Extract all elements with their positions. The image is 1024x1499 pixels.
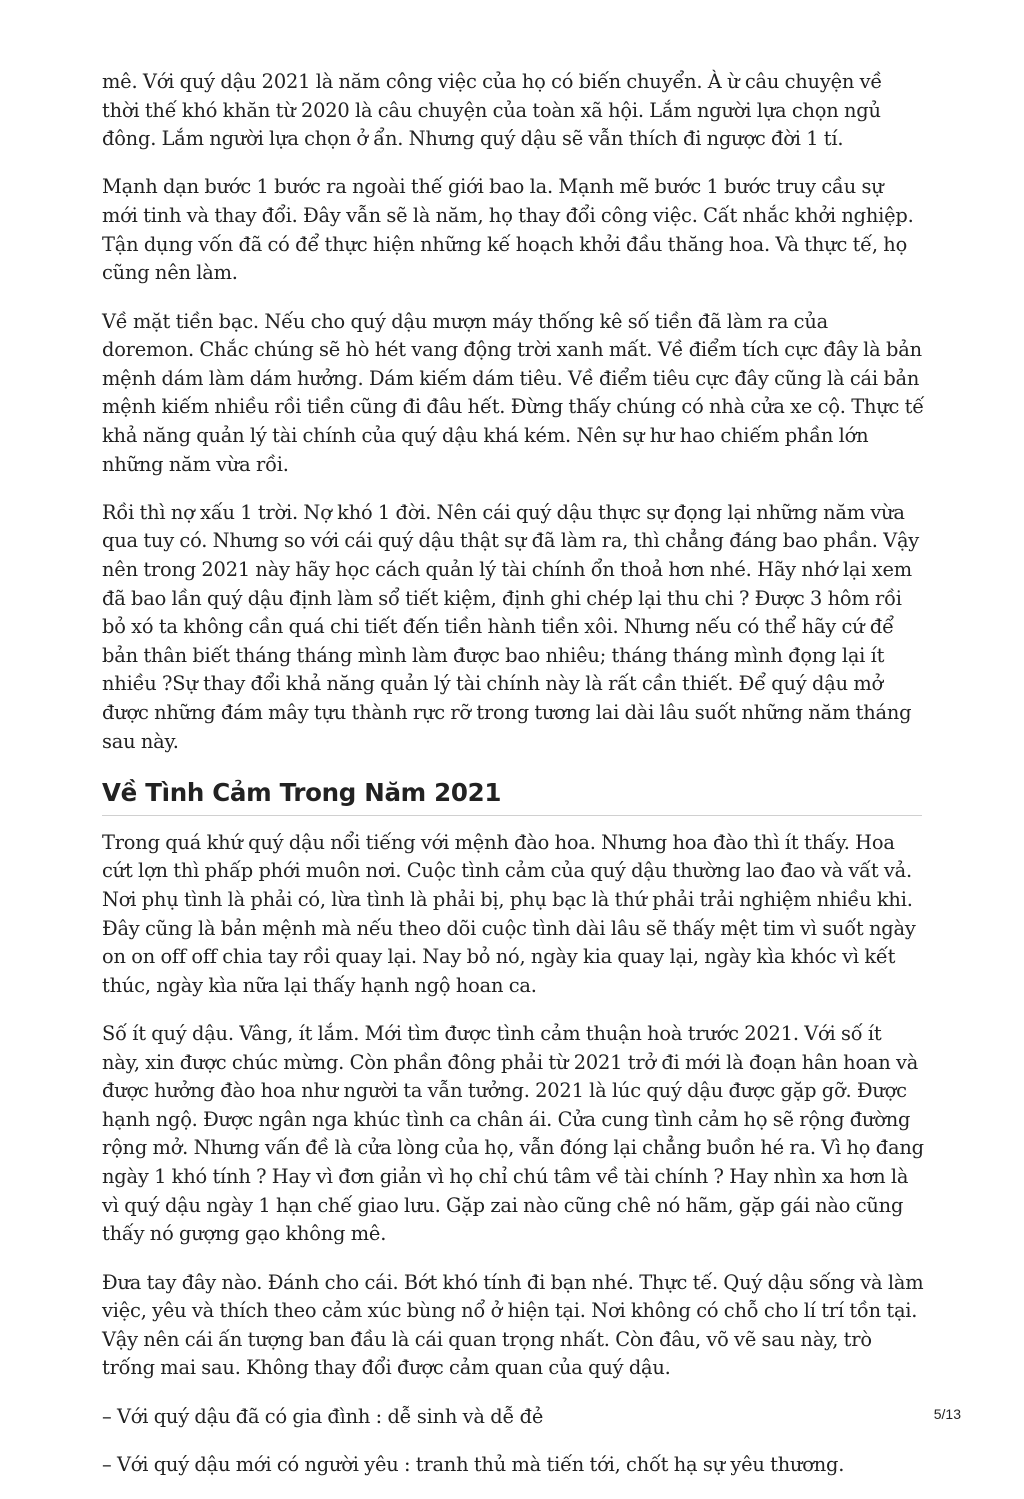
paragraph-money: Về mặt tiền bạc. Nếu cho quý dậu mượn máy thống kê số tiền đã làm ra của doremon. Chắc chúng sẽ hò hét vang động trời xanh mất. Về điểm tích cực đây là bản mệnh dám làm dám hưởng. Dám kiếm dám tiêu. Về điểm tiêu cực đây cũng là cái bản mệnh kiếm nhiều rồi tiền cũng đi đâu hết. Đừng thấy chúng có nhà cửa xe cộ. Thực tế khả năng quản lý tài chính của quý dậu khá kém. Nên sự hư hao chiếm phần lớn những năm vừa rồi. — [102, 309, 924, 476]
paragraph-career-change: Mạnh dạn bước 1 bước ra ngoài thế giới bao la. Mạnh mẽ bước 1 bước truy cầu sự mới tinh và thay đổi. Đây vẫn sẽ là năm, họ thay đổi công việc. Cất nhắc khởi nghiệp. Tận dụng vốn đã có để thực hiện những kế hoạch khởi đầu thăng hoa. Và thực tế, họ cũng nên làm. — [102, 175, 914, 285]
paragraph-career-intro: mê. Với quý dậu 2021 là năm công việc của họ có biến chuyển. À ừ câu chuyện về thời thế khó khăn từ 2020 là câu chuyện của toàn xã hội. Lắm người lựa chọn ngủ đông. Lắm người lựa chọn ở ẩn. Nhưng quý dậu sẽ vẫn thích đi ngược đời 1 tí. — [102, 70, 883, 151]
heading-divider — [102, 815, 922, 816]
list-item-married: – Với quý dậu đã có gia đình : dễ sinh và dễ đẻ — [102, 1404, 544, 1428]
paragraph-love-past: Trong quá khứ quý dậu nổi tiếng với mệnh đào hoa. Nhưng hoa đào thì ít thấy. Hoa cứt lợn thì phấp phới muôn nơi. Cuộc tình cảm của quý dậu thường lao đao và vất vả. Nơi phụ tình là phải có, lừa tình là phải bị, phụ bạc là thứ phải trải nghiệm nhiều khi. Đây cũng là bản mệnh mà nếu theo dõi cuộc tình dài lâu sẽ thấy mệt tim vì suốt ngày on on off off chia tay rồi quay lại. Nay bỏ nó, ngày kia quay lại, ngày kìa khóc vì kết thúc, ngày kìa nữa lại thấy hạnh ngộ hoan ca. — [102, 830, 916, 997]
document-body — [102, 68, 924, 1499]
paragraph-finance-management: Rồi thì nợ xấu 1 trời. Nợ khó 1 đời. Nên cái quý dậu thực sự đọng lại những năm vừa qua tuy có. Nhưng so với cái quý dậu thật sự đã làm ra, thì chẳng đáng bao phần. Vậy nên trong 2021 này hãy học cách quản lý tài chính ổn thoả hơn nhé. Hãy nhớ lại xem đã bao lần quý dậu định làm sổ tiết kiệm, định ghi chép lại thu chi ? Được 3 hôm rồi bỏ xó ta không cần quá chi tiết đến tiền hành tiền xôi. Nhưng nếu có thể hãy cứ để bản thân biết tháng tháng mình làm được bao nhiêu; tháng tháng mình đọng lại ít nhiều ?Sự thay đổi khả năng quản lý tài chính này là rất cần thiết. Để quý dậu mở được những đám mây tựu thành rực rỡ trong tương lai dài lâu suốt những năm tháng sau này. — [102, 500, 920, 753]
section-heading-love: Về Tình Cảm Trong Năm 2021 — [102, 777, 502, 807]
paragraph-love-2021: Số ít quý dậu. Vâng, ít lắm. Mới tìm được tình cảm thuận hoà trước 2021. Với số ít này, xin được chúc mừng. Còn phần đông phải từ 2021 trở đi mới là đoạn hân hoan và được hưởng đào hoa như người ta vẫn tưởng. 2021 là lúc quý dậu được gặp gỡ. Được hạnh ngộ. Được ngân nga khúc tình ca chân ái. Cửa cung tình cảm họ sẽ rộng đường rộng mở. Nhưng vấn đề là cửa lòng của họ, vẫn đóng lại chẳng buồn hé ra. Vì họ đang ngày 1 khó tính ? Hay vì đơn giản vì họ chỉ chú tâm về tài chính ? Hay nhìn xa hơn là vì quý dậu ngày 1 hạn chế giao lưu. Gặp zai nào cũng chê nó hãm, gặp gái nào cũng thấy nó gượng gạo không mê. — [102, 1022, 924, 1246]
page-number: 5/13 — [933, 1406, 961, 1422]
list-item-dating: – Với quý dậu mới có người yêu : tranh thủ mà tiến tới, chốt hạ sự yêu thương. — [102, 1452, 845, 1476]
paragraph-love-advice: Đưa tay đây nào. Đánh cho cái. Bớt khó tính đi bạn nhé. Thực tế. Quý dậu sống và làm việc, yêu và thích theo cảm xúc bùng nổ ở hiện tại. Nơi không có chỗ cho lí trí tồn tại. Vậy nên cái ấn tượng ban đầu là cái quan trọng nhất. Còn đâu, võ vẽ sau này, trò trống mai sau. Không thay đổi được cảm quan của quý dậu. — [102, 1270, 924, 1380]
